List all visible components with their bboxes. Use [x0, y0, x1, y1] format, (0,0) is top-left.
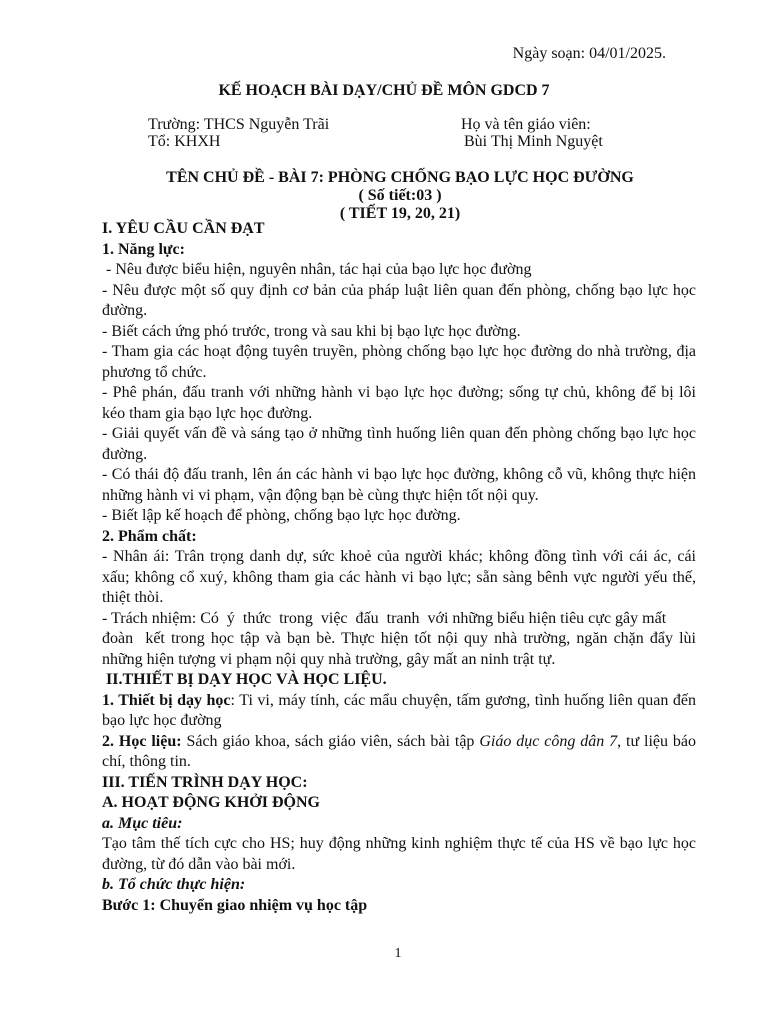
competence-heading: 1. Năng lực:: [102, 240, 185, 258]
topic-periods: ( Số tiết:03 ): [358, 187, 442, 204]
competence-item: - Giải quyết vấn đề và sáng tạo ở những tình huống liên quan đến phòng chống bạo lực học đường.: [102, 425, 696, 463]
competence-item: - Biết lập kế hoạch để phòng, chống bạo lực học đường.: [102, 507, 461, 524]
preparation-date: Ngày soạn: 04/01/2025.: [512, 45, 666, 62]
group-name: Tổ: KHXH: [148, 133, 221, 150]
school-name: Trường: THCS Nguyễn Trãi: [148, 116, 330, 133]
competence-item: - Tham gia các hoạt động tuyên truyền, phòng chống bạo lực học đường do nhà trường, địa phương tổ chức.: [102, 343, 696, 381]
plan-title: KẾ HOẠCH BÀI DẠY/CHỦ ĐỀ MÔN GDCD 7: [218, 82, 550, 99]
topic-lessons: ( TIẾT 19, 20, 21): [339, 205, 461, 222]
teacher-name: Bùi Thị Minh Nguyệt: [464, 133, 603, 150]
goal-label: a. Mục tiêu:: [102, 814, 183, 832]
competence-item: - Phê phán, đấu tranh với những hành vi bạo lực học đường; sống tự chủ, không để bị lôi kéo tham gia bạo lực học đường.: [102, 384, 696, 422]
competence-item: - Biết cách ứng phó trước, trong và sau khi bị bạo lực học đường.: [102, 322, 521, 340]
materials-paragraph: [102, 732, 696, 773]
equipment-label: 1. Thiết bị dạy học: [102, 691, 231, 709]
materials-book-title: Giáo dục công dân 7: [479, 732, 618, 750]
organization-label: b. Tổ chức thực hiện:: [102, 876, 246, 893]
equipment-paragraph: [102, 691, 696, 732]
teacher-label: Họ và tên giáo viên:: [461, 116, 591, 133]
quality-item: đoàn kết trong học tập và bạn bè. Thực hiện tốt nội quy nhà trường, ngăn chặn đẩy lùi những hiện tượng vi phạm nội quy nhà trường, gây mất an ninh trật tự.: [102, 630, 700, 668]
competence-item: - Có thái độ đấu tranh, lên án các hành vi bạo lực học đường, không cỗ vũ, không thực hiện những hành vi vi phạm, vận động bạn bè cùng thực hiện tốt nội quy.: [102, 466, 696, 504]
materials-text: Sách giáo khoa, sách giáo viên, sách bài tập: [181, 732, 480, 750]
step-1: Bước 1: Chuyển giao nhiệm vụ học tập: [102, 896, 368, 914]
school-info: [148, 116, 329, 150]
page-number: 1: [394, 946, 402, 961]
document-body: [102, 219, 700, 916]
competence-item: - Nêu được một số quy định cơ bản của pháp luật liên quan đến phòng, chống bạo lực học đường.: [102, 281, 696, 319]
quality-item: - Nhân ái: Trân trọng danh dự, sức khoẻ của người khác; không đồng tình với cái ác, cái xấu; không cổ xuý, không tham gia các hành vi bạo lực; sẵn sàng bênh vực người yếu thế, thiệt thòi.: [102, 548, 696, 606]
quality-item: - Trách nhiệm: Có ý thức trong việc đấu tranh với những biểu hiện tiêu cực gây mất: [102, 609, 667, 627]
section1-heading: I. YÊU CẦU CẦN ĐẠT: [102, 220, 265, 237]
topic-block: [0, 169, 768, 223]
materials-text-end: , tư liệu báo chí, thông tin.: [102, 732, 697, 770]
section3-heading: III. TIẾN TRÌNH DẠY HỌC:: [102, 773, 308, 791]
materials-label: 2. Học liệu:: [102, 732, 182, 750]
competence-item: - Nêu được biểu hiện, nguyên nhân, tác hại của bạo lực học đường: [102, 261, 532, 278]
goal-text: Tạo tâm thế tích cực cho HS; huy động những kinh nghiệm thực tế của HS về bạo lực học đường, từ đó dẫn vào bài mới.: [102, 835, 696, 873]
quality-heading: 2. Phẩm chất:: [102, 527, 197, 545]
equipment-text: : Ti vi, máy tính, các mẩu chuyện, tấm gương, tình huống liên quan đến bạo lực học đường: [102, 691, 696, 729]
teacher-info: [461, 116, 603, 150]
activity-heading: A. HOẠT ĐỘNG KHỞI ĐỘNG: [102, 794, 320, 811]
topic-title: TÊN CHỦ ĐỀ - BÀI 7: PHÒNG CHỐNG BẠO LỰC HỌC ĐƯỜNG: [166, 169, 634, 186]
section2-heading: II.THIẾT BỊ DẠY HỌC VÀ HỌC LIỆU.: [102, 671, 387, 688]
